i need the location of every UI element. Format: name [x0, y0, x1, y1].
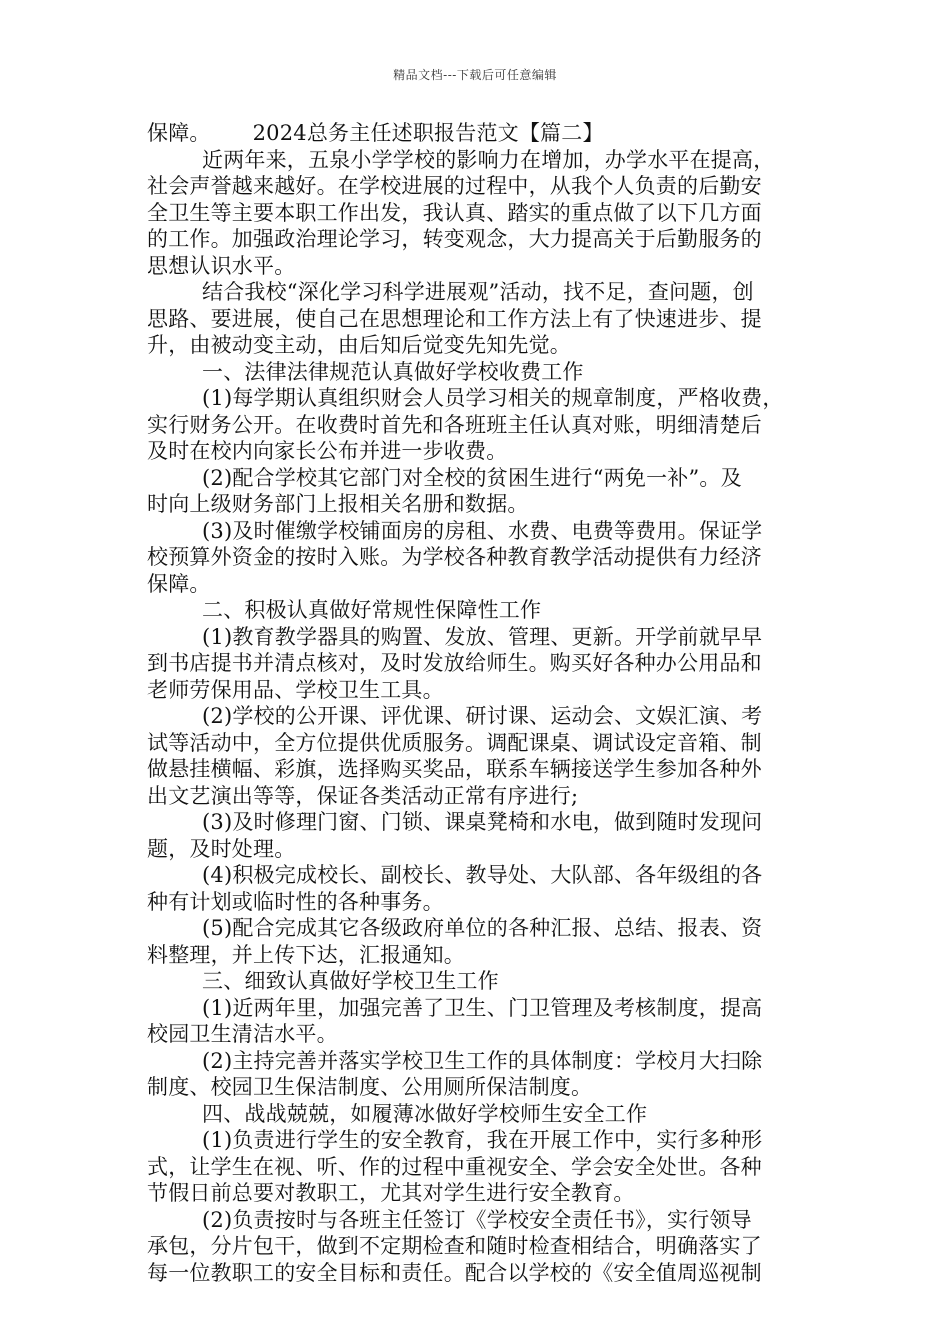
- text-line: [147, 1021, 807, 1048]
- line-text: 题，及时处理。: [147, 836, 296, 861]
- line-text: 校园卫生清洁水平。: [147, 1022, 338, 1046]
- text-line: [147, 597, 807, 624]
- page-header: 精品文档---下载后可任意编辑: [393, 68, 557, 82]
- line-text: (1)教育教学器具的购置、发放、管理、更新。开学前就早早: [202, 624, 763, 649]
- text-line: [147, 756, 807, 783]
- text-line: [147, 783, 807, 810]
- line-text: 时向上级财务部门上报相关名册和数据。: [147, 492, 529, 516]
- line-text: 一、法律法律规范认真做好学校收费工作: [202, 359, 584, 384]
- text-line: [147, 147, 807, 174]
- text-line: [147, 942, 807, 969]
- line-text: 老师劳保用品、学校卫生工具。: [147, 677, 444, 702]
- text-line: [147, 332, 807, 359]
- line-text: (3)及时催缴学校铺面房的房租、水费、电费等费用。保证学: [202, 518, 763, 543]
- text-line: [147, 889, 807, 916]
- text-line: [147, 836, 807, 863]
- text-line: [147, 544, 807, 571]
- line-text: 每一位教职工的安全目标和责任。配合以学校的《安全值周巡视制: [147, 1260, 762, 1285]
- line-text: 全卫生等主要本职工作出发，我认真、踏实的重点做了以下几方面: [147, 200, 762, 225]
- text-line: [147, 359, 807, 386]
- text-line: [147, 385, 807, 412]
- line-text: (2)学校的公开课、评优课、研讨课、运动会、文娱汇演、考: [202, 704, 763, 728]
- text-line: [147, 1233, 807, 1260]
- text-line: [147, 173, 807, 200]
- line-text: (4)积极完成校长、副校长、教导处、大队部、各年级组的各: [202, 863, 763, 887]
- line-text: 的工作。加强政治理论学习，转变观念，大力提高关于后勤服务的: [147, 227, 762, 251]
- section-title: 2024总务主任述职报告范文【篇二】: [252, 121, 604, 145]
- text-line: [147, 571, 807, 598]
- text-line: [147, 491, 807, 518]
- line-text: 保障。: [147, 121, 211, 145]
- line-text: 二、积极认真做好常规性保障性工作: [202, 598, 542, 622]
- line-text: 做悬挂横幅、彩旗，选择购买奖品，联系车辆接送学生参加各种外: [147, 757, 762, 781]
- line-text: 近两年来，五泉小学学校的影响力在增加，办学水平在提高，: [202, 147, 775, 172]
- text-line: [147, 677, 807, 704]
- text-line: [147, 1127, 807, 1154]
- line-text: 升，由被动变主动，由后知后觉变先知先觉。: [147, 333, 571, 357]
- text-line: [147, 624, 807, 651]
- text-line: [147, 279, 807, 306]
- line-text: 思路、要进展，使自己在思想理论和工作方法上有了快速进步、提: [147, 306, 762, 331]
- line-text: 校预算外资金的按时入账。为学校各种教育教学活动提供有力经济: [147, 545, 762, 569]
- text-line: [147, 1074, 807, 1101]
- line-text: 三、细致认真做好学校卫生工作: [202, 969, 499, 993]
- text-line: [147, 703, 807, 730]
- text-line: [147, 650, 807, 677]
- line-text: 出文艺演出等等，保证各类活动正常有序进行;: [147, 783, 579, 808]
- document-body: [147, 120, 807, 1286]
- line-text: 种有计划或临时性的各种事务。: [147, 889, 444, 914]
- text-line: [147, 1180, 807, 1207]
- text-line-with-title: [147, 120, 807, 147]
- line-text: 思想认识水平。: [147, 253, 296, 278]
- line-text: 到书店提书并清点核对，及时发放给师生。购买好各种办公用品和: [147, 651, 762, 675]
- text-line: [147, 438, 807, 465]
- line-text: 料整理，并上传下达，汇报通知。: [147, 942, 465, 967]
- line-text: 制度、校园卫生保洁制度、公用厕所保洁制度。: [147, 1075, 593, 1099]
- line-text: 节假日前总要对教职工，尤其对学生进行安全教育。: [147, 1181, 635, 1205]
- line-text: 社会声誉越来越好。在学校进展的过程中，从我个人负责的后勤安: [147, 174, 762, 198]
- line-text: (1)负责进行学生的安全教育，我在开展工作中，实行多种形: [202, 1128, 763, 1152]
- line-text: (1)近两年里，加强完善了卫生、门卫管理及考核制度，提高: [202, 995, 763, 1020]
- text-line: [147, 1048, 807, 1075]
- text-line: [147, 306, 807, 333]
- line-text: (2)配合学校其它部门对全校的贫困生进行“两免一补”。及: [202, 465, 742, 490]
- line-text: 及时在校内向家长公布并进一步收费。: [147, 439, 508, 463]
- text-line: [147, 1260, 807, 1287]
- text-line: [147, 1207, 807, 1234]
- text-line: [147, 226, 807, 253]
- text-line: [147, 968, 807, 995]
- line-text: 式，让学生在视、听、作的过程中重视安全、学会安全处世。各种: [147, 1154, 762, 1179]
- text-line: [147, 412, 807, 439]
- line-text: (5)配合完成其它各级政府单位的各种汇报、总结、报表、资: [202, 916, 763, 940]
- text-line: [147, 730, 807, 757]
- text-line: [147, 518, 807, 545]
- line-text: (1)每学期认真组织财会人员学习相关的规章制度，严格收费，: [202, 386, 784, 410]
- line-text: (2)主持完善并落实学校卫生工作的具体制度：学校月大扫除: [202, 1048, 763, 1073]
- text-line: [147, 465, 807, 492]
- text-line: [147, 862, 807, 889]
- line-text: 结合我校“深化学习科学进展观”活动，找不足，查问题，创: [202, 280, 754, 304]
- text-line: [147, 995, 807, 1022]
- line-text: 四、战战兢兢，如履薄冰做好学校师生安全工作: [202, 1101, 648, 1126]
- line-text: 承包，分片包干，做到不定期检查和随时检查相结合，明确落实了: [147, 1234, 762, 1258]
- line-text: 试等活动中，全方位提供优质服务。调配课桌、调试设定音箱、制: [147, 730, 762, 755]
- text-line: [147, 809, 807, 836]
- line-text: 实行财务公开。在收费时首先和各班班主任认真对账，明细清楚后: [147, 412, 762, 437]
- text-line: [147, 253, 807, 280]
- line-text: (2)负责按时与各班主任签订《学校安全责任书》，实行领导: [202, 1207, 752, 1232]
- text-line: [147, 915, 807, 942]
- line-text: (3)及时修理门窗、门锁、课桌凳椅和水电，做到随时发现问: [202, 810, 763, 834]
- text-line: [147, 1154, 807, 1181]
- line-text: 保障。: [147, 571, 211, 596]
- text-line: [147, 200, 807, 227]
- text-line: [147, 1101, 807, 1128]
